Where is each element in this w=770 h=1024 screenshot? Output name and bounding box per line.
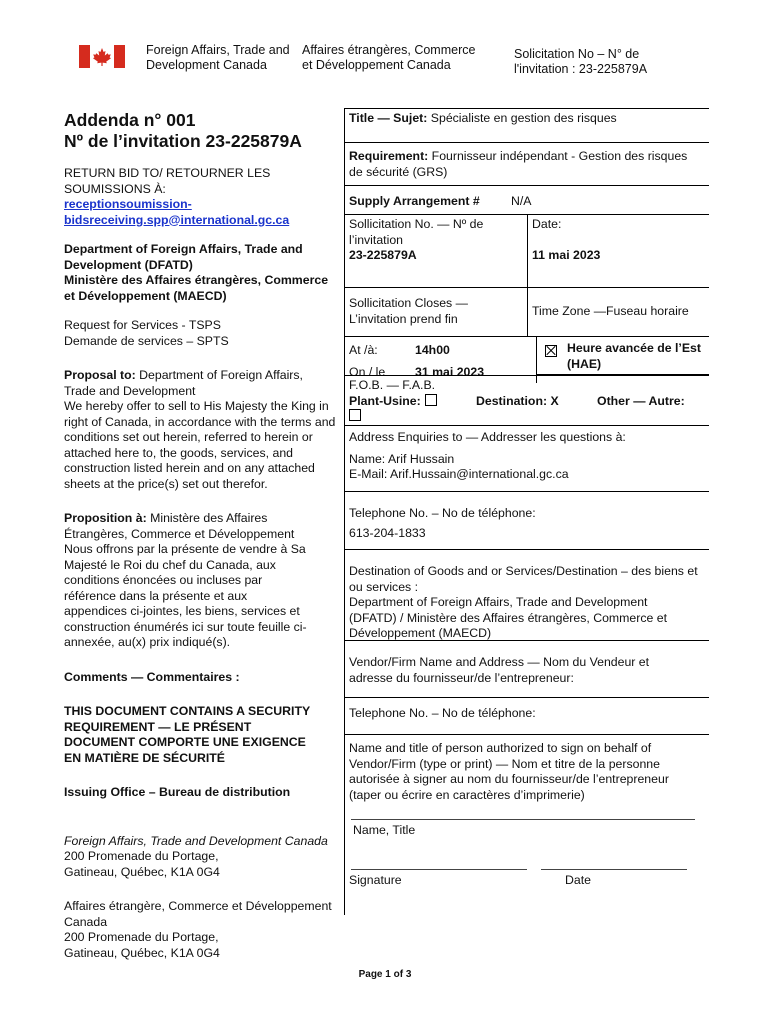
sol-line: Solicitation No – N° de	[514, 47, 640, 61]
title-label: Title — Sujet:	[349, 111, 428, 125]
issuing-office-label: Issuing Office – Bureau de distribution	[64, 785, 291, 799]
supply-arrangement-cell	[345, 186, 709, 215]
at-value: 14h00	[415, 343, 450, 357]
contact-email[interactable]: E-Mail: Arif.Hussain@international.gc.ca	[349, 467, 569, 481]
proposal-line: construction listed herein and on any attached	[64, 461, 315, 475]
auth-line: autorisée à signer au nom du fournisseur/de l’entrepreneur	[349, 772, 669, 786]
supply-label: Supply Arrangement #	[349, 194, 480, 208]
comments-label: Comments — Commentaires :	[64, 669, 240, 684]
sol-line: l'invitation : 23-225879A	[514, 62, 648, 76]
proposal-line: We hereby offer to sell to His Majesty the King in	[64, 399, 329, 413]
email-link-line[interactable]: bidsreceiving.spp@international.gc.ca	[64, 212, 290, 227]
proposition-line: construction énumérés ici sur toute feuille ci-	[64, 619, 307, 634]
requirement-label: Requirement:	[349, 149, 429, 163]
proposition-label: Proposition à:	[64, 511, 147, 525]
dept-line: Ministère des Affaires étrangères, Commerce	[64, 273, 329, 287]
solicitation-number-header	[514, 47, 647, 77]
vendor-telephone-label: Telephone No. – No de téléphone:	[349, 706, 536, 720]
plant-label: Plant-Usine:	[349, 393, 421, 408]
security-notice	[64, 704, 339, 766]
enquiries-label: Address Enquiries to — Addresser les questions à:	[349, 430, 626, 444]
addenda-title: Addenda n° 001	[64, 110, 196, 130]
vendor-label: Vendor/Firm Name and Address — Nom du Vendeur et	[349, 655, 650, 669]
return-line: RETURN BID TO/ RETOURNER LES	[64, 166, 271, 180]
timezone-checked-checkbox[interactable]	[545, 345, 557, 357]
req-line: Request for Services - TSPS	[64, 318, 221, 332]
destination-cell	[345, 550, 709, 641]
proposition-line: annexée, au(x) prix indiqué(s).	[64, 635, 231, 649]
authorization-cell	[345, 735, 709, 915]
office-english-address	[64, 834, 339, 881]
address-line: Gatineau, Québec, K1A 0G4	[64, 864, 220, 879]
req-line: Demande de services – SPTS	[64, 333, 229, 348]
timezone-label-cell	[528, 288, 693, 336]
dept-fr-line: Affaires étrangères, Commerce	[302, 43, 476, 57]
fob-cell	[345, 375, 709, 426]
department-block	[64, 242, 339, 304]
address-line: Gatineau, Québec, K1A 0G4	[64, 945, 220, 960]
email-link-line[interactable]: receptionsoumission-	[64, 197, 192, 211]
dept-fr-line: et Développement Canada	[302, 58, 451, 72]
proposition-text: Ministère des Affaires	[146, 511, 268, 525]
on-label: On / le	[349, 364, 386, 379]
date-value: 11 mai 2023	[532, 247, 601, 262]
signature-label: Signature	[349, 873, 402, 887]
proposition-line: Majesté le Roi du chef du Canada, aux	[64, 557, 276, 572]
dept-line: Department of Foreign Affairs, Trade and	[64, 242, 303, 256]
auth-line: Vendor/Firm (type or print) — Nom et titre de la personne	[349, 756, 660, 771]
date-label: Date:	[532, 217, 562, 231]
date-cell	[528, 215, 604, 287]
solicitation-no-cell	[345, 215, 528, 287]
name-title-label: Name, Title	[353, 823, 416, 837]
invitation-number-title: Nº de l’invitation 23-225879A	[64, 131, 302, 151]
destination-line: Développement (MAECD)	[349, 626, 492, 640]
destination-line: (DFATD) / Ministère des Affaires étrangères, Commerce et	[349, 610, 668, 625]
page-number: Page 1 of 3	[358, 969, 412, 980]
destination-line: Department of Foreign Affairs, Trade and Development	[349, 595, 648, 609]
telephone-value: 613-204-1833	[349, 525, 426, 540]
dept-en-line: Development Canada	[146, 58, 267, 72]
destination-line: Destination of Goods and or Services/Destination – des biens et	[349, 564, 698, 578]
security-line: EN MATIÈRE DE SÉCURITÉ	[64, 750, 226, 765]
requirement-cell	[345, 143, 709, 186]
fob-label: F.O.B. — F.A.B.	[349, 378, 436, 392]
security-line: DOCUMENT COMPORTE UNE EXIGENCE	[64, 735, 306, 749]
return-line: SOUMISSIONS À:	[64, 181, 166, 196]
closes-label: Sollicitation Closes —	[349, 296, 468, 310]
requirement-value: Fournisseur indépendant - Gestion des risques	[428, 149, 688, 163]
address-line: Canada	[64, 914, 108, 929]
vendor-cell	[345, 641, 709, 698]
return-bid-label	[64, 166, 339, 197]
dept-en-line: Foreign Affairs, Trade and	[146, 43, 290, 57]
timezone-label: Time Zone —Fuseau horaire	[532, 304, 689, 318]
canada-flag-icon	[79, 45, 125, 68]
telephone-cell	[345, 492, 709, 550]
address-line: Affaires étrangère, Commerce et Développement	[64, 899, 332, 913]
dept-line: et Développement (MAECD)	[64, 288, 227, 303]
vendor-label: adresse du fournisseur/de l’entrepreneur:	[349, 670, 574, 685]
proposal-line: sheets at the price(s) set out therefor.	[64, 476, 268, 491]
proposition-line: Étrangères, Commerce et Développement	[64, 526, 295, 541]
dept-line: Development (DFATD)	[64, 257, 193, 272]
sol-label: Sollicitation No. — Nº de	[349, 217, 484, 231]
contact-name: Name: Arif Hussain	[349, 451, 455, 466]
closes-row	[345, 288, 709, 337]
timezone-value: (HAE)	[567, 356, 602, 371]
proposition-line: appendices ci-jointes, les biens, services et	[64, 604, 300, 618]
on-value: 31 mai 2023	[415, 364, 485, 379]
proposal-block	[64, 368, 339, 492]
other-label: Other — Autre:	[597, 393, 685, 408]
requirement-value: de sécurité (GRS)	[349, 164, 448, 179]
auth-line: (taper ou écrire en caractères d’imprimerie)	[349, 787, 585, 802]
date-label: Date	[565, 873, 591, 887]
proposal-text: Department of Foreign Affairs,	[135, 368, 303, 382]
sol-label: l’invitation	[349, 232, 403, 247]
telephone-label: Telephone No. – No de téléphone:	[349, 506, 536, 520]
enquiries-cell	[345, 426, 709, 492]
office-french-address	[64, 899, 339, 961]
proposal-line: right of Canada, in accordance with the terms and	[64, 414, 336, 429]
proposition-line: référence dans la présente et aux	[64, 588, 248, 603]
proposal-line: Trade and Development	[64, 383, 196, 398]
bid-email-link[interactable]	[64, 197, 339, 228]
name-title-line[interactable]	[351, 819, 695, 820]
security-line: REQUIREMENT — LE PRÉSENT	[64, 719, 252, 734]
proposal-label: Proposal to:	[64, 368, 136, 382]
plant-checkbox[interactable]	[425, 394, 437, 406]
auth-line: Name and title of person authorized to sign on behalf of	[349, 741, 652, 755]
left-column	[64, 110, 339, 961]
date-line[interactable]	[541, 869, 687, 870]
at-label: At /à:	[349, 343, 378, 357]
solicitation-date-row	[345, 215, 709, 288]
timezone-value: Heure avancée de l’Est	[567, 341, 701, 355]
security-line: THIS DOCUMENT CONTAINS A SECURITY	[64, 704, 311, 718]
destination-label: Destination: X	[476, 393, 559, 408]
supply-value: N/A	[511, 194, 532, 208]
office-name: Foreign Affairs, Trade and Development Canada	[64, 833, 328, 848]
vendor-telephone-cell	[345, 698, 709, 735]
title-cell	[345, 109, 709, 143]
proposition-line: conditions énoncées ou incluses par	[64, 573, 263, 587]
closes-label: L’invitation prend fin	[349, 311, 458, 326]
department-name-french	[302, 43, 475, 73]
sol-value: 23-225879A	[349, 248, 417, 262]
solicitation-form-table	[344, 108, 709, 915]
department-name-english	[146, 43, 290, 73]
proposition-line: Nous offrons par la présente de vendre à Sa	[64, 542, 306, 556]
address-line: 200 Promenade du Portage,	[64, 930, 219, 944]
title-value: Spécialiste en gestion des risques	[427, 111, 617, 125]
signature-line[interactable]	[351, 869, 527, 870]
proposal-line: attached here to, the goods, services, and	[64, 445, 294, 460]
proposal-line: conditions set out herein, referred to herein or	[64, 430, 313, 444]
request-for-services	[64, 318, 339, 349]
address-line: 200 Promenade du Portage,	[64, 849, 219, 863]
proposition-block	[64, 511, 339, 651]
other-checkbox[interactable]	[349, 409, 361, 421]
closes-cell	[345, 288, 528, 336]
destination-line: ou services :	[349, 579, 419, 594]
